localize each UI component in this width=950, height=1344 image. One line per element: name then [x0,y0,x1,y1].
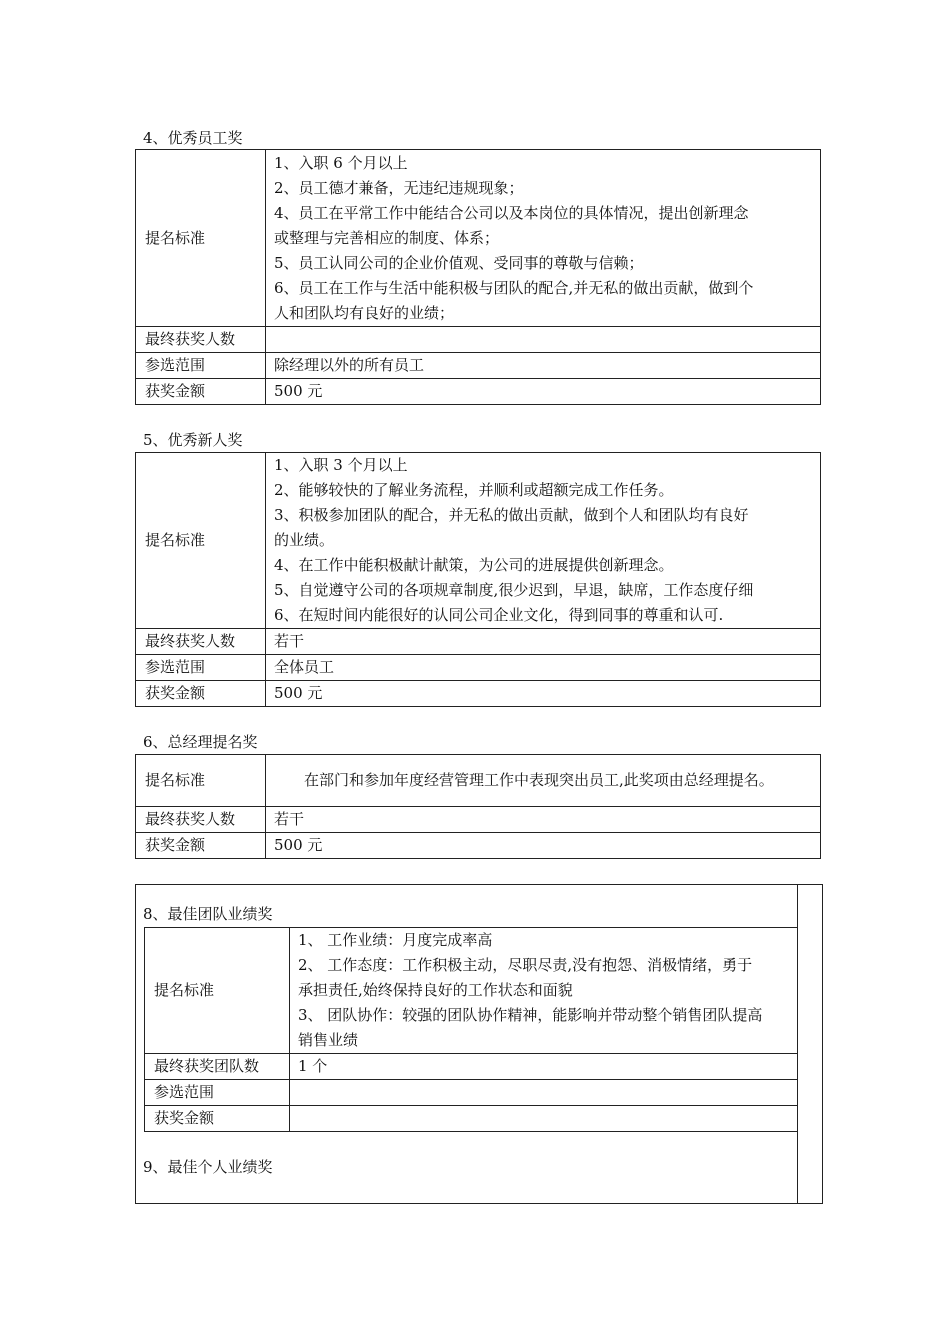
criteria-line: 的业绩。 [274,531,335,549]
criteria-line: 4、在工作中能积极献计献策，为公司的进展提供创新理念。 [274,556,674,574]
criteria-label: 提名标准 [145,928,290,1054]
amount-label: 获奖金额 [136,681,266,707]
scope-value: 全体员工 [266,655,821,681]
criteria-line: 6、员工在工作与生活中能积极与团队的配合,并无私的做出贡献，做到个 [274,278,754,297]
scope-label: 参选范围 [145,1080,290,1106]
scope-label: 参选范围 [136,353,266,379]
count-value: 1 个 [290,1054,798,1080]
scope-label: 参选范围 [136,655,266,681]
criteria-line: 1、入职 6 个月以上 [274,153,408,172]
criteria-line: 1、 工作业绩：月度完成率高 [298,931,493,949]
criteria-line: 4、员工在平常工作中能结合公司以及本岗位的具体情况，提出创新理念 [274,203,749,222]
count-label: 最终获奖人数 [136,629,266,655]
amount-label: 获奖金额 [136,833,266,859]
criteria-cell [266,453,821,629]
amount-value: 500 元 [266,833,821,859]
criteria-line: 2、能够较快的了解业务流程，并顺利或超额完成工作任务。 [274,481,674,499]
criteria-label: 提名标准 [136,755,266,807]
criteria-line: 或整理与完善相应的制度、体系； [274,228,500,247]
criteria-cell [266,150,821,327]
award-table-best-team [144,927,798,1132]
criteria-line: 销售业绩 [298,1031,359,1049]
section-title-gm-nomination: 6、总经理提名奖 [143,733,258,751]
amount-label: 获奖金额 [136,379,266,405]
criteria-line: 人和团队均有良好的业绩； [274,303,455,322]
criteria-line: 5、员工认同公司的企业价值观、受同事的尊敬与信赖； [274,253,644,272]
criteria-line: 1、入职 3 个月以上 [274,456,408,474]
criteria-line: 2、员工德才兼备，无违纪违规现象； [274,178,524,197]
criteria-line: 3、 团队协作：较强的团队协作精神，能影响并带动整个销售团队提高 [298,1006,763,1024]
award-table-excellent-newcomer [135,452,821,707]
section-title-excellent-newcomer: 5、优秀新人奖 [143,431,243,449]
section-title-excellent-employee: 4、优秀员工奖 [143,129,243,147]
criteria-cell [290,928,798,1054]
award-table-gm-nomination [135,754,821,859]
scope-value: 除经理以外的所有员工 [266,353,821,379]
amount-value [290,1106,798,1132]
amount-value: 500 元 [266,681,821,707]
count-label: 最终获奖人数 [136,327,266,353]
criteria-text: 在部门和参加年度经营管理工作中表现突出员工,此奖项由总经理提名。 [304,771,774,789]
criteria-cell [266,755,821,807]
count-label: 最终获奖团队数 [145,1054,290,1080]
criteria-line: 3、积极参加团队的配合，并无私的做出贡献，做到个人和团队均有良好 [274,506,749,524]
amount-label: 获奖金额 [145,1106,290,1132]
count-value: 若干 [266,807,821,833]
count-value: 若干 [266,629,821,655]
scope-value [290,1080,798,1106]
criteria-line: 承担责任,始终保持良好的工作状态和面貌 [298,981,573,999]
criteria-line: 6、在短时间内能很好的认同公司企业文化，得到同事的尊重和认可. [274,606,724,624]
amount-value: 500 元 [266,379,821,405]
section-title-best-team: 8、最佳团队业绩奖 [143,905,273,923]
criteria-label: 提名标准 [136,453,266,629]
criteria-line: 5、自觉遵守公司的各项规章制度,很少迟到，早退，缺席，工作态度仔细 [274,581,754,599]
criteria-line: 2、 工作态度：工作积极主动，尽职尽责,没有抱怨、消极情绪，勇于 [298,956,753,974]
section-title-best-individual: 9、最佳个人业绩奖 [143,1158,273,1176]
count-value [266,327,821,353]
criteria-label: 提名标准 [136,150,266,327]
award-table-excellent-employee [135,149,821,405]
count-label: 最终获奖人数 [136,807,266,833]
